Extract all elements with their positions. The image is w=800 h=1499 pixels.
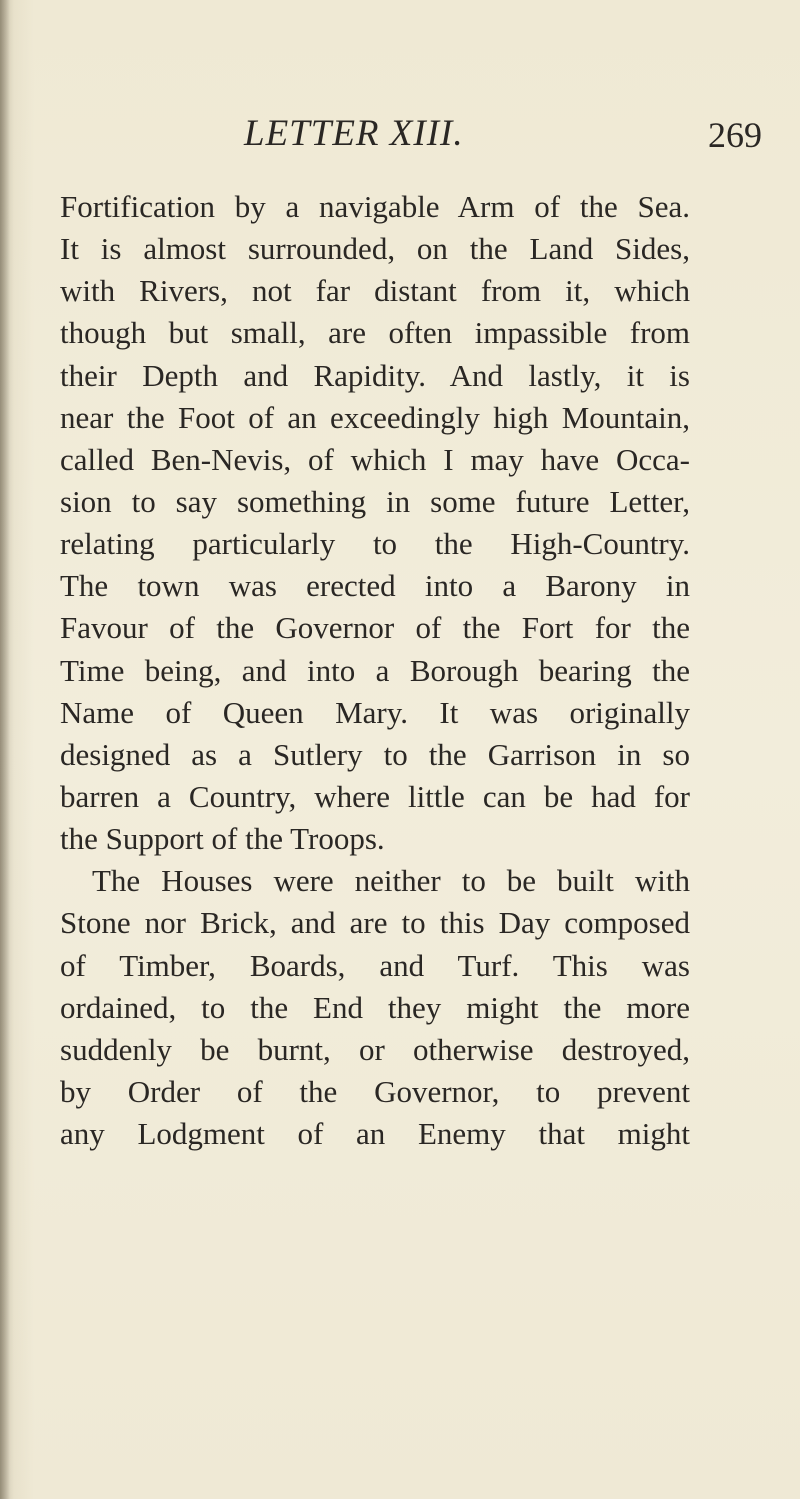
text-line: Favour of the Governor of the Fort for the <box>60 610 690 646</box>
page-header <box>0 112 800 162</box>
text-line: designed as a Sutlery to the Garrison in so <box>60 736 690 772</box>
text-line: by Order of the Governor, to prevent <box>60 1073 690 1109</box>
text-line: any Lodgment of an Enemy that might <box>60 1116 690 1152</box>
page-number: 269 <box>708 115 762 155</box>
text-line: Name of Queen Mary. It was originally <box>60 694 690 730</box>
text-line: called Ben-Nevis, of which I may have Occa- <box>60 441 690 477</box>
text-line: though but small, are often impassible from <box>60 315 690 351</box>
text-line: suddenly be burnt, or otherwise destroyed, <box>60 1031 690 1067</box>
text-line: of Timber, Boards, and Turf. This was <box>60 947 690 983</box>
text-line: relating particularly to the High-Country. <box>60 526 690 562</box>
text-line: their Depth and Rapidity. And lastly, it is <box>60 357 690 393</box>
text-line: Fortification by a navigable Arm of the Sea. <box>60 189 690 224</box>
text-line: Stone nor Brick, and are to this Day composed <box>60 905 690 941</box>
text-line: barren a Country, where little can be had for <box>60 778 690 814</box>
binding-gutter-shadow <box>0 0 10 1499</box>
text-line: with Rivers, not far distant from it, which <box>60 273 690 309</box>
body-text <box>60 186 690 1155</box>
paragraph-first-line: The Houses were neither to be built with <box>92 863 690 899</box>
text-line: ordained, to the End they might the more <box>60 989 690 1025</box>
running-title: LETTER XIII. <box>244 113 464 154</box>
text-line: sion to say something in some future Letter, <box>60 483 690 519</box>
text-line: near the Foot of an exceedingly high Mountain, <box>60 399 690 435</box>
paragraph-end-line: the Support of the Troops. <box>60 821 385 857</box>
text-line: It is almost surrounded, on the Land Sides, <box>60 231 690 267</box>
text-line: The town was erected into a Barony in <box>60 568 690 604</box>
text-line: Time being, and into a Borough bearing the <box>60 652 690 688</box>
